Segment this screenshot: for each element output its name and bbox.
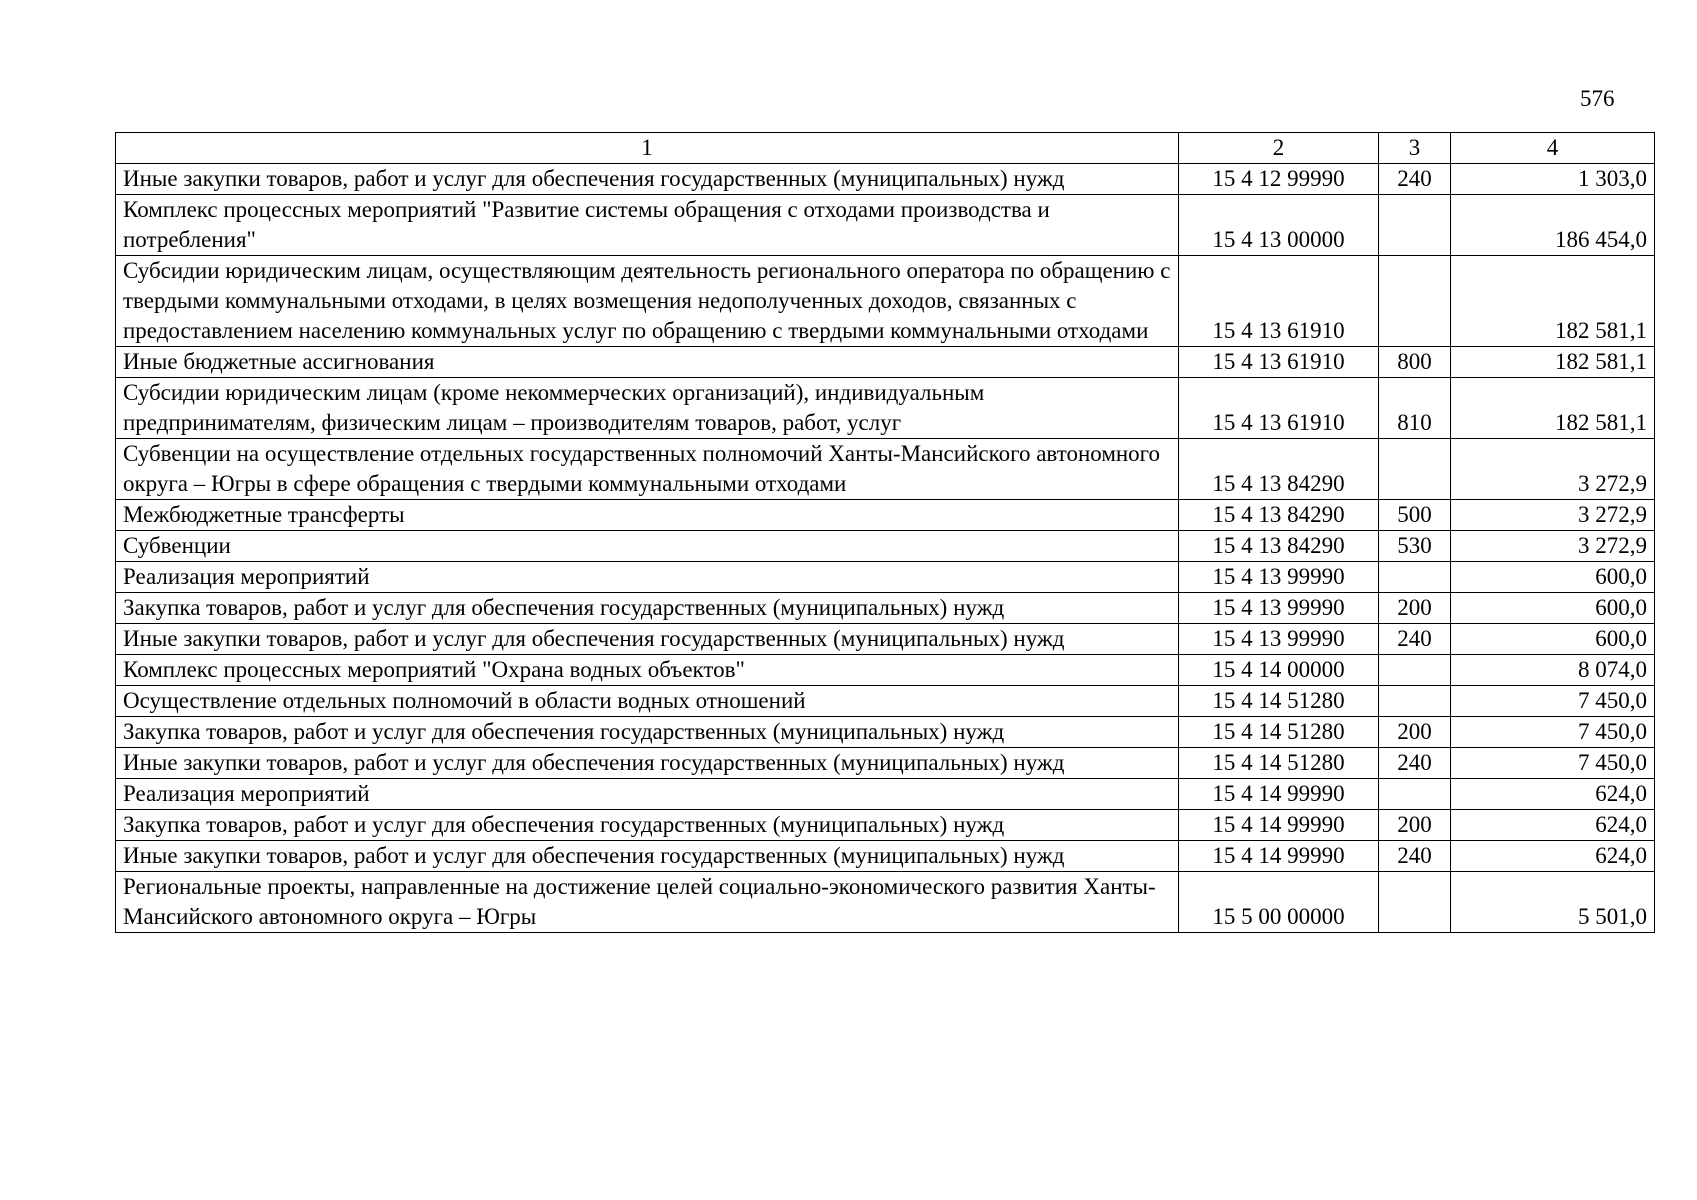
- row-code: 15 4 14 99990: [1179, 841, 1379, 872]
- row-code: 15 4 13 84290: [1179, 500, 1379, 531]
- table-row: [116, 347, 1655, 378]
- row-amount: 624,0: [1451, 841, 1655, 872]
- row-expense-type: [1379, 256, 1451, 347]
- row-name: Закупка товаров, работ и услуг для обеспечения государственных (муниципальных) нужд: [116, 717, 1179, 748]
- row-amount: 7 450,0: [1451, 717, 1655, 748]
- column-header-1: 1: [116, 133, 1179, 164]
- row-name: Закупка товаров, работ и услуг для обеспечения государственных (муниципальных) нужд: [116, 810, 1179, 841]
- row-amount: 624,0: [1451, 810, 1655, 841]
- table-row: [116, 841, 1655, 872]
- row-expense-type: 810: [1379, 378, 1451, 439]
- row-name: Комплекс процессных мероприятий "Развитие системы обращения с отходами производства и потребления": [116, 195, 1179, 256]
- row-expense-type: [1379, 195, 1451, 256]
- row-code: 15 4 13 00000: [1179, 195, 1379, 256]
- row-expense-type: [1379, 872, 1451, 933]
- row-code: 15 4 13 99990: [1179, 624, 1379, 655]
- row-code: 15 4 14 99990: [1179, 779, 1379, 810]
- column-header-4: 4: [1451, 133, 1655, 164]
- row-amount: 3 272,9: [1451, 531, 1655, 562]
- table-row: [116, 717, 1655, 748]
- row-expense-type: 240: [1379, 841, 1451, 872]
- row-amount: 600,0: [1451, 624, 1655, 655]
- row-amount: 600,0: [1451, 562, 1655, 593]
- row-code: 15 4 13 99990: [1179, 593, 1379, 624]
- column-header-3: 3: [1379, 133, 1451, 164]
- row-code: 15 4 14 51280: [1179, 748, 1379, 779]
- row-expense-type: [1379, 779, 1451, 810]
- row-code: 15 5 00 00000: [1179, 872, 1379, 933]
- row-name: Иные закупки товаров, работ и услуг для обеспечения государственных (муниципальных) нужд: [116, 164, 1179, 195]
- row-code: 15 4 13 99990: [1179, 562, 1379, 593]
- row-amount: 624,0: [1451, 779, 1655, 810]
- table-row: [116, 655, 1655, 686]
- row-code: 15 4 14 51280: [1179, 717, 1379, 748]
- row-expense-type: 200: [1379, 593, 1451, 624]
- table-row: [116, 872, 1655, 933]
- row-amount: 600,0: [1451, 593, 1655, 624]
- row-amount: 7 450,0: [1451, 686, 1655, 717]
- row-expense-type: 200: [1379, 810, 1451, 841]
- row-amount: 7 450,0: [1451, 748, 1655, 779]
- row-name: Реализация мероприятий: [116, 779, 1179, 810]
- row-code: 15 4 14 51280: [1179, 686, 1379, 717]
- row-amount: 182 581,1: [1451, 378, 1655, 439]
- row-expense-type: 800: [1379, 347, 1451, 378]
- row-code: 15 4 14 00000: [1179, 655, 1379, 686]
- row-name: Осуществление отдельных полномочий в области водных отношений: [116, 686, 1179, 717]
- table-row: [116, 378, 1655, 439]
- table-row: [116, 562, 1655, 593]
- row-code: 15 4 13 84290: [1179, 531, 1379, 562]
- row-amount: 186 454,0: [1451, 195, 1655, 256]
- table-row: [116, 593, 1655, 624]
- row-code: 15 4 13 84290: [1179, 439, 1379, 500]
- table-row: [116, 624, 1655, 655]
- row-name: Субсидии юридическим лицам, осуществляющим деятельность регионального оператора по обращению с твердыми коммунальными отходами, в целях возмещения недополученных доходов, связанных с предоставлением населению коммунальных услуг по обращению с твердыми коммунальными отходами: [116, 256, 1179, 347]
- row-name: Иные бюджетные ассигнования: [116, 347, 1179, 378]
- table-row: [116, 779, 1655, 810]
- row-expense-type: [1379, 686, 1451, 717]
- row-expense-type: 240: [1379, 164, 1451, 195]
- row-name: Иные закупки товаров, работ и услуг для обеспечения государственных (муниципальных) нужд: [116, 841, 1179, 872]
- row-name: Иные закупки товаров, работ и услуг для обеспечения государственных (муниципальных) нужд: [116, 748, 1179, 779]
- row-expense-type: [1379, 439, 1451, 500]
- row-name: Субвенции на осуществление отдельных государственных полномочий Ханты-Мансийского автономного округа – Югры в сфере обращения с твердыми коммунальными отходами: [116, 439, 1179, 500]
- table-header-row: [116, 133, 1655, 164]
- row-code: 15 4 14 99990: [1179, 810, 1379, 841]
- table-row: [116, 686, 1655, 717]
- table-row: [116, 531, 1655, 562]
- table-row: [116, 195, 1655, 256]
- row-code: 15 4 12 99990: [1179, 164, 1379, 195]
- row-code: 15 4 13 61910: [1179, 256, 1379, 347]
- row-amount: 3 272,9: [1451, 500, 1655, 531]
- row-expense-type: 240: [1379, 748, 1451, 779]
- row-name: Реализация мероприятий: [116, 562, 1179, 593]
- row-name: Комплекс процессных мероприятий "Охрана водных объектов": [116, 655, 1179, 686]
- table-row: [116, 439, 1655, 500]
- row-amount: 8 074,0: [1451, 655, 1655, 686]
- row-name: Субвенции: [116, 531, 1179, 562]
- table-row: [116, 748, 1655, 779]
- row-amount: 182 581,1: [1451, 256, 1655, 347]
- row-expense-type: 240: [1379, 624, 1451, 655]
- row-code: 15 4 13 61910: [1179, 347, 1379, 378]
- budget-table: [115, 132, 1655, 933]
- row-expense-type: 200: [1379, 717, 1451, 748]
- row-code: 15 4 13 61910: [1179, 378, 1379, 439]
- row-name: Межбюджетные трансферты: [116, 500, 1179, 531]
- column-header-2: 2: [1179, 133, 1379, 164]
- table-row: [116, 256, 1655, 347]
- row-amount: 3 272,9: [1451, 439, 1655, 500]
- row-amount: 1 303,0: [1451, 164, 1655, 195]
- row-name: Субсидии юридическим лицам (кроме некоммерческих организаций), индивидуальным предпринимателям, физическим лицам – производителям товаров, работ, услуг: [116, 378, 1179, 439]
- row-expense-type: 530: [1379, 531, 1451, 562]
- row-amount: 182 581,1: [1451, 347, 1655, 378]
- page-number: 576: [1580, 86, 1615, 111]
- table-row: [116, 810, 1655, 841]
- table-row: [116, 164, 1655, 195]
- row-name: Региональные проекты, направленные на достижение целей социально-экономического развития Ханты-Мансийского автономного округа – Югры: [116, 872, 1179, 933]
- row-name: Иные закупки товаров, работ и услуг для обеспечения государственных (муниципальных) нужд: [116, 624, 1179, 655]
- row-name: Закупка товаров, работ и услуг для обеспечения государственных (муниципальных) нужд: [116, 593, 1179, 624]
- table-row: [116, 500, 1655, 531]
- row-expense-type: [1379, 562, 1451, 593]
- row-expense-type: 500: [1379, 500, 1451, 531]
- row-amount: 5 501,0: [1451, 872, 1655, 933]
- row-expense-type: [1379, 655, 1451, 686]
